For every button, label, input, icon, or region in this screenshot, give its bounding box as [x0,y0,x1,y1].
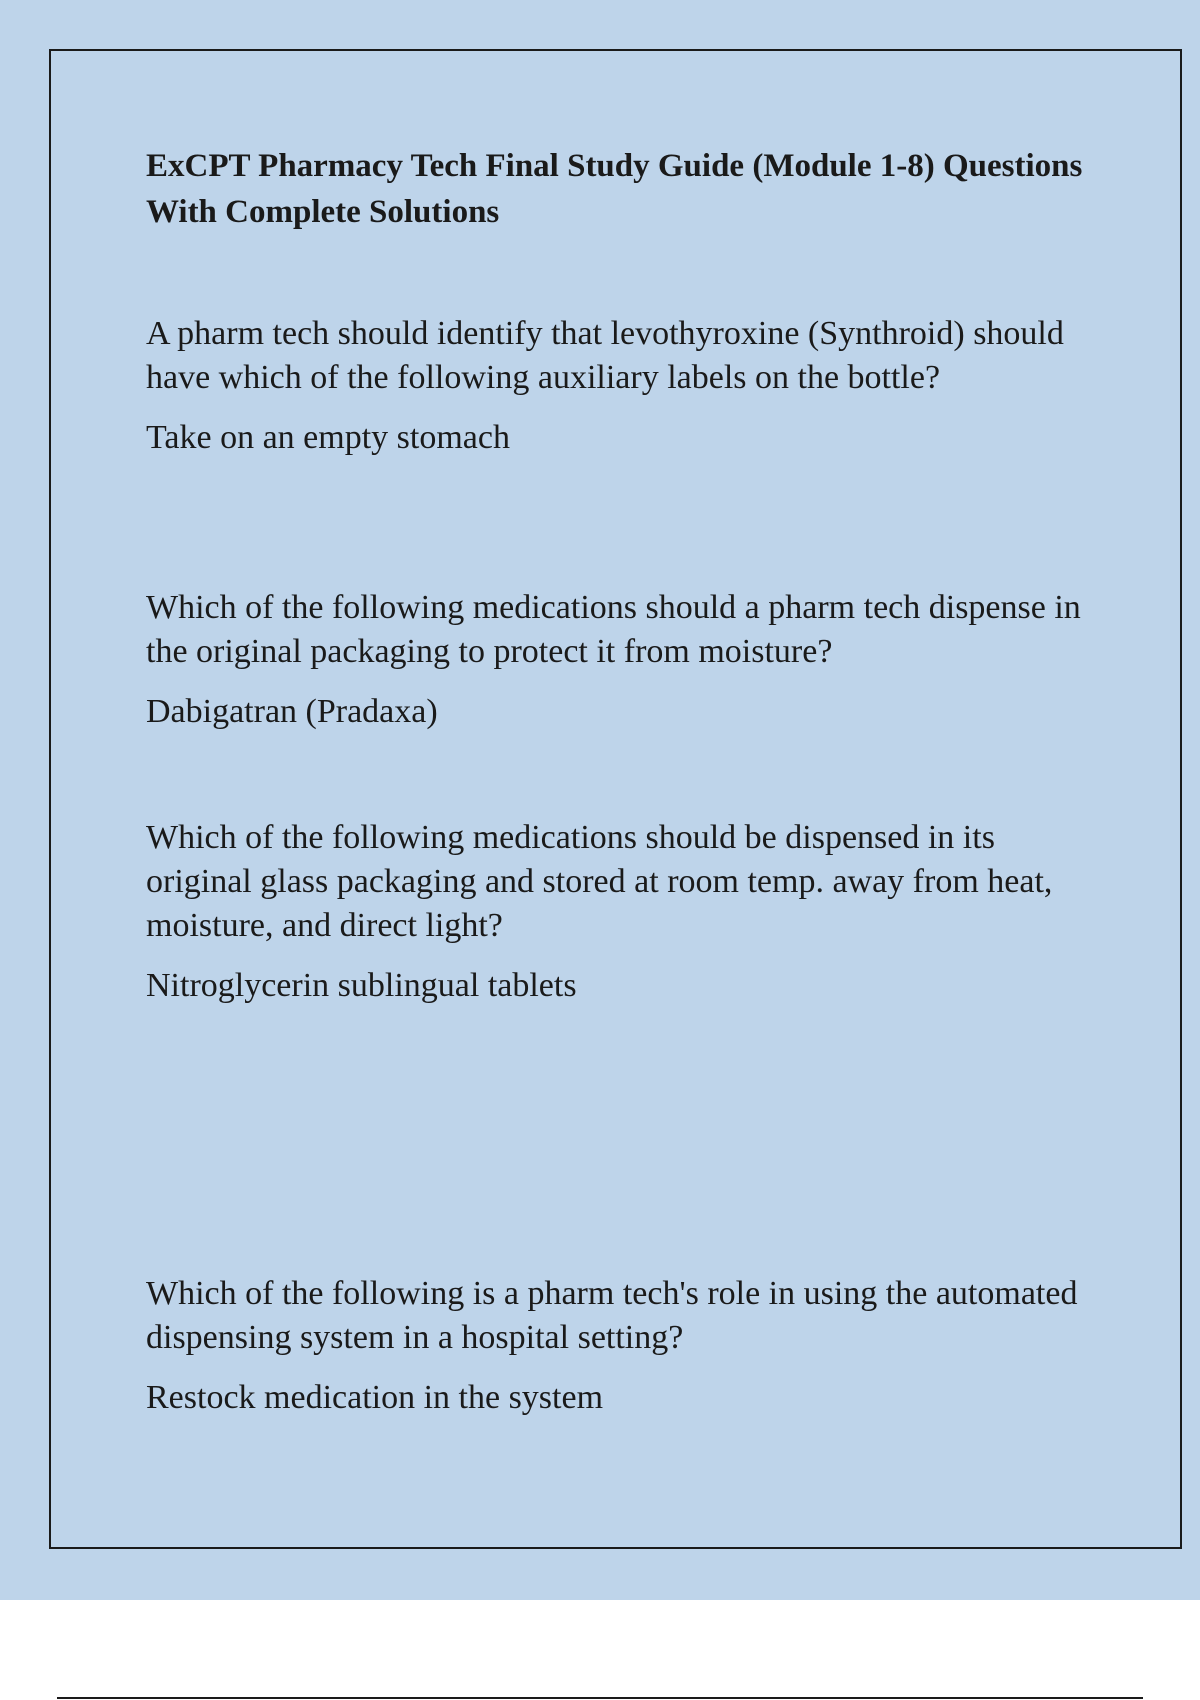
answer-text: Dabigatran (Pradaxa) [146,693,438,730]
qa-item [146,816,1086,1008]
question-text: A pharm tech should identify that levothyroxine (Synthroid) should have which of the following auxiliary labels on the bottle? [146,315,1064,396]
qa-item [146,312,1086,460]
answer-text: Restock medication in the system [146,1379,604,1416]
qa-item [146,586,1086,734]
answer-text: Nitroglycerin sublingual tablets [146,967,577,1004]
footer-rule [57,1697,1143,1699]
question-text: Which of the following is a pharm tech's role in using the automated dispensing system in a hospital setting? [146,1275,1078,1356]
document-title: ExCPT Pharmacy Tech Final Study Guide (Module 1-8) Questions With Complete Solutions [146,148,1083,230]
answer-text: Take on an empty stomach [146,419,510,456]
question-text: Which of the following medications should be dispensed in its original glass packaging and stored at room temp. away from heat, moisture, and direct light? [146,819,1053,944]
qa-item [146,1272,1086,1420]
question-text: Which of the following medications should a pharm tech dispense in the original packaging to protect it from moisture? [146,589,1081,670]
